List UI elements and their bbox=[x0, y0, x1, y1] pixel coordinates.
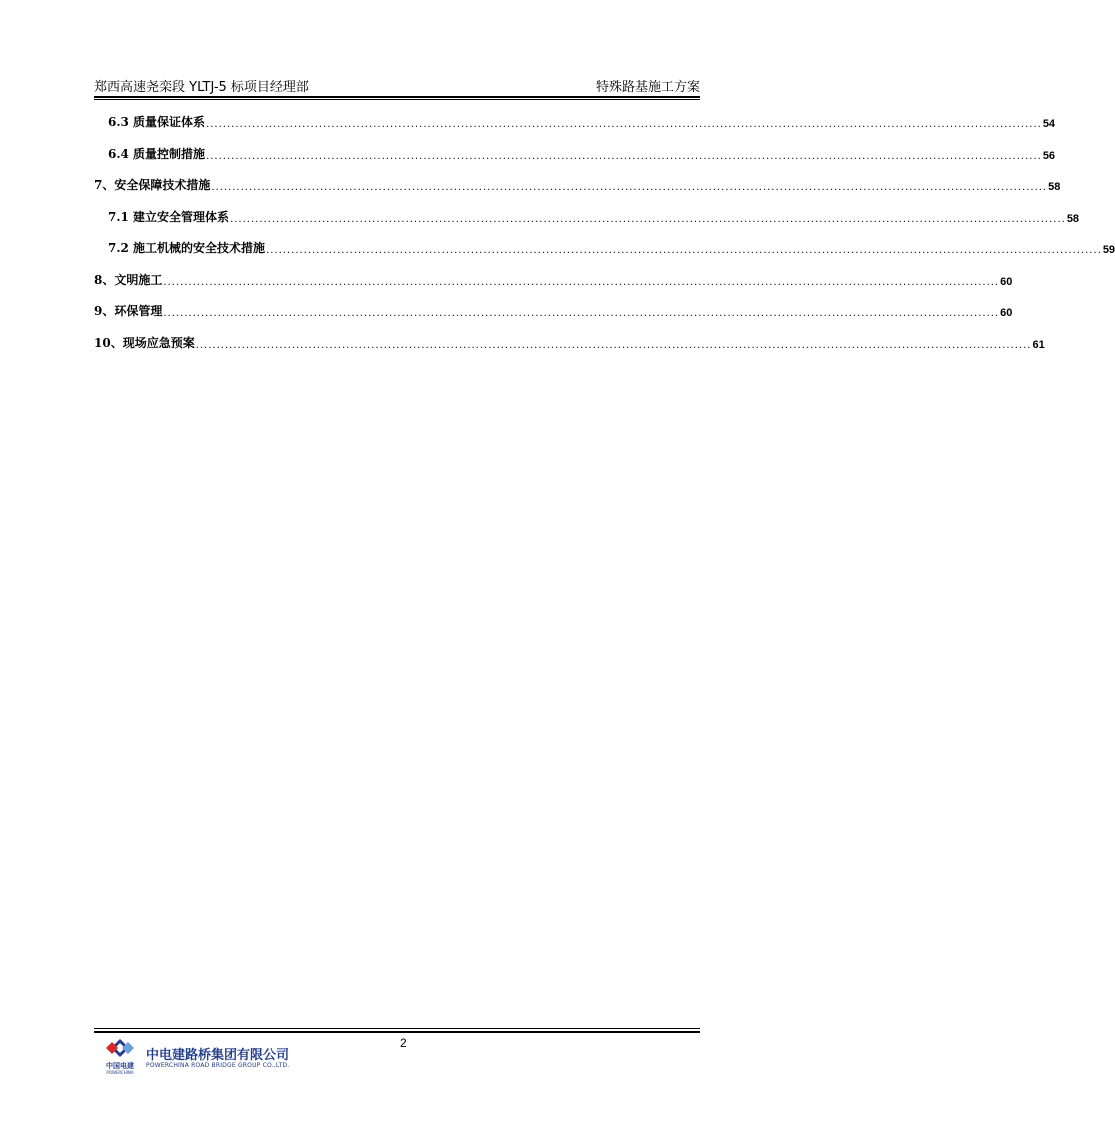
toc-entry[interactable] bbox=[94, 110, 1056, 130]
company-name-cn: 中电建路桥集团有限公司 bbox=[146, 1048, 290, 1063]
logo-short-en: POWERCHINA bbox=[106, 1070, 134, 1075]
toc-leader-dots: ........................................................................................................................................................................................................ bbox=[163, 308, 1000, 319]
toc-entry-title: 8、文明施工 bbox=[94, 272, 163, 287]
toc-entry-page: 56 bbox=[1042, 149, 1056, 162]
toc-entry-title: 7、安全保障技术措施 bbox=[94, 178, 211, 192]
header-rule-thin bbox=[94, 99, 700, 100]
toc-entry[interactable] bbox=[94, 205, 1080, 225]
footer-rule-thick bbox=[94, 1031, 700, 1033]
toc-entry-page: 58 bbox=[1066, 212, 1080, 225]
toc-entry-page: 54 bbox=[1042, 118, 1056, 130]
company-logo bbox=[100, 1038, 300, 1078]
toc-leader-dots: ........................................................................................................................................................................................................ bbox=[211, 182, 1048, 193]
footer-rule-thin bbox=[94, 1028, 700, 1029]
header-project-name: 郑西高速尧栾段 YLTJ-5 标项目经理部 bbox=[94, 80, 309, 95]
powerchina-emblem-icon bbox=[104, 1038, 136, 1060]
header-document-title: 特殊路基施工方案 bbox=[595, 80, 700, 95]
toc-entry-title: 7.1 建立安全管理体系 bbox=[108, 209, 230, 224]
header-rule-thick bbox=[94, 96, 700, 98]
toc-entry-title: 7.2 施工机械的安全技术措施 bbox=[108, 241, 266, 255]
page-number: 2 bbox=[400, 1036, 407, 1050]
toc-leader-dots: ........................................................................................................................................................................................................ bbox=[266, 245, 1102, 256]
header-rule bbox=[94, 96, 700, 99]
toc-leader-dots: ........................................................................................................................................................................................................ bbox=[206, 150, 1042, 162]
company-name-en: POWERCHINA ROAD BRIDGE GROUP CO.,LTD. bbox=[146, 1062, 290, 1069]
toc-entry[interactable] bbox=[94, 142, 1056, 162]
toc-entry-title: 10、现场应急预案 bbox=[94, 335, 195, 350]
toc-entry[interactable] bbox=[94, 331, 1045, 351]
toc-entry-title: 6.4 质量控制措施 bbox=[108, 146, 206, 161]
toc-entry-page: 61 bbox=[1032, 338, 1045, 351]
toc-entry[interactable] bbox=[94, 236, 1115, 256]
toc-entry[interactable] bbox=[94, 299, 1013, 319]
toc-leader-dots: ........................................................................................................................................................................................................ bbox=[230, 213, 1066, 225]
toc-entry-title: 6.3 质量保证体系 bbox=[108, 115, 206, 129]
footer-rule bbox=[94, 1028, 700, 1033]
toc-entry-page: 58 bbox=[1048, 181, 1061, 193]
toc-entry-page: 60 bbox=[1000, 307, 1013, 319]
toc-entry-page: 60 bbox=[1000, 275, 1013, 288]
toc-entry-title: 9、环保管理 bbox=[94, 304, 163, 318]
toc-leader-dots: ........................................................................................................................................................................................................ bbox=[206, 119, 1042, 130]
toc-entry[interactable] bbox=[94, 173, 1061, 193]
toc-leader-dots: ........................................................................................................................................................................................................ bbox=[163, 276, 1000, 288]
toc-entry[interactable] bbox=[94, 268, 1013, 288]
toc-entry-page: 59 bbox=[1102, 244, 1115, 256]
page-header bbox=[94, 76, 700, 96]
toc-leader-dots: ........................................................................................................................................................................................................ bbox=[195, 339, 1032, 351]
logo-short-cn: 中国电建 bbox=[106, 1062, 134, 1070]
